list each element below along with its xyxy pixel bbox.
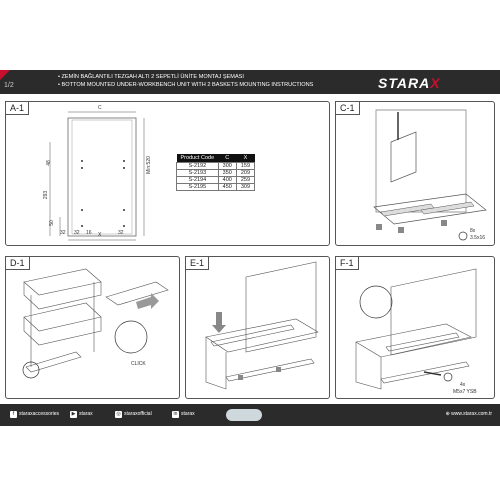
panel-label: E-1 bbox=[185, 256, 209, 270]
cell: 450 bbox=[218, 184, 236, 191]
cell: S-2193 bbox=[177, 170, 219, 177]
title-turkish: • ZEMİN BAĞLANTILI TEZGAH ALTI 2 SEPETLİ ÜNİTE MONTAJ ŞEMASI bbox=[58, 74, 244, 80]
panel-label: F-1 bbox=[335, 256, 359, 270]
panel-label: A-1 bbox=[5, 101, 29, 115]
instagram-icon: ◎ bbox=[116, 411, 121, 417]
linkedin-link[interactable] bbox=[172, 411, 195, 418]
page-number: 1/2 bbox=[4, 82, 14, 89]
youtube-handle: starax bbox=[79, 411, 93, 417]
dim-293-label: 293 bbox=[43, 190, 50, 200]
certification-badge bbox=[226, 409, 262, 421]
table-row bbox=[177, 177, 255, 184]
dim-32b-label: 32 bbox=[74, 230, 80, 236]
screw-size: 3.5x16 bbox=[470, 235, 486, 241]
linkedin-handle: starax bbox=[181, 411, 195, 417]
facebook-link[interactable] bbox=[10, 411, 59, 418]
cell: 259 bbox=[236, 177, 254, 184]
screw-qty: 4x bbox=[460, 382, 466, 388]
cell: S-2195 bbox=[177, 184, 219, 191]
panel-label: C-1 bbox=[335, 101, 360, 115]
panel-c1 bbox=[335, 101, 495, 246]
rail-insertion-drawing bbox=[186, 257, 329, 398]
table-row bbox=[177, 163, 255, 170]
click-label: CLICK bbox=[131, 361, 146, 367]
floor-fixing-drawing bbox=[336, 257, 494, 398]
cell: 400 bbox=[218, 177, 236, 184]
rail-mounting-drawing bbox=[336, 102, 494, 245]
globe-icon: ⊕ bbox=[445, 411, 452, 417]
red-corner-mark bbox=[0, 70, 10, 80]
basket-assembly-drawing bbox=[6, 257, 179, 398]
website-text: www.starax.com.tr bbox=[451, 411, 492, 417]
footer-bar bbox=[0, 404, 500, 426]
col-header-c: C bbox=[218, 154, 236, 163]
panel-f1 bbox=[335, 256, 495, 399]
product-spec-table bbox=[176, 154, 255, 191]
table-row bbox=[177, 170, 255, 177]
linkedin-icon: in bbox=[173, 411, 178, 417]
instagram-handle: staraxofficial bbox=[124, 411, 152, 417]
cell: S-2192 bbox=[177, 163, 219, 170]
title-english: • BOTTOM MOUNTED UNDER-WORKBENCH UNIT WITH 2 BASKETS MOUNTING INSTRUCTIONS bbox=[58, 82, 314, 88]
dim-x-label: X bbox=[98, 232, 102, 238]
dim-min-label: Min:520 bbox=[145, 156, 152, 174]
cell: 300 bbox=[218, 163, 236, 170]
table-row bbox=[177, 184, 255, 191]
screw-qty: 8x bbox=[470, 228, 476, 234]
screw-size: M5x7 YSB bbox=[453, 389, 477, 395]
panel-a1 bbox=[5, 101, 330, 246]
facebook-icon: f bbox=[10, 411, 17, 418]
panel-label: D-1 bbox=[5, 256, 30, 270]
cell: 209 bbox=[236, 170, 254, 177]
col-header-code: Product Code bbox=[177, 154, 219, 163]
col-header-x: X bbox=[236, 154, 254, 163]
dim-32-label: 32 bbox=[60, 230, 66, 236]
panel-e1 bbox=[185, 256, 330, 399]
starax-logo: STARAX bbox=[378, 75, 441, 91]
dim-16-label: 16 bbox=[86, 230, 92, 236]
youtube-link[interactable] bbox=[70, 411, 93, 418]
website-link[interactable] bbox=[446, 411, 492, 417]
panel-d1 bbox=[5, 256, 180, 399]
dim-32c-label: 32 bbox=[118, 230, 124, 236]
cell: 350 bbox=[218, 170, 236, 177]
cell: 159 bbox=[236, 163, 254, 170]
dim-50-label: 50 bbox=[48, 220, 55, 226]
cell: 309 bbox=[236, 184, 254, 191]
cell: S-2194 bbox=[177, 177, 219, 184]
youtube-icon: ▶ bbox=[71, 411, 76, 417]
instagram-link[interactable] bbox=[115, 411, 152, 418]
facebook-handle: staraxaccessories bbox=[19, 411, 60, 417]
dim-c-label: C bbox=[98, 105, 102, 111]
dim-48-label: 48 bbox=[45, 160, 52, 166]
